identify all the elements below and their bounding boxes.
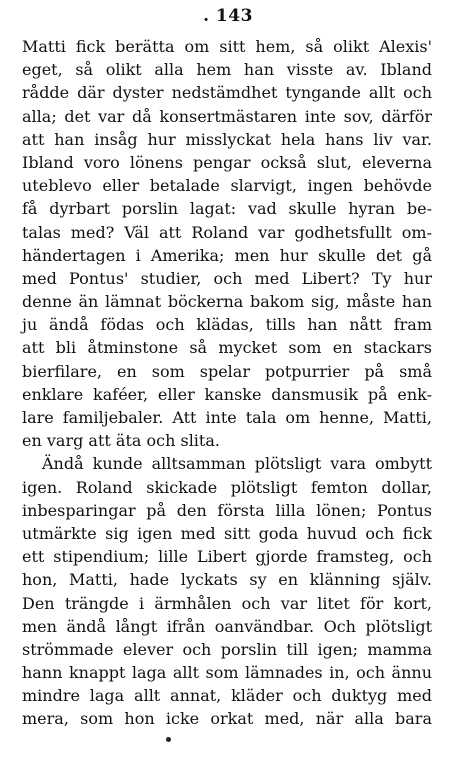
text-line: med Pontus' studier, och med Libert? Ty hur bbox=[22, 268, 432, 288]
text-line: bierfilare, en som spelar potpurrier på små bbox=[22, 361, 432, 381]
text-line: mindre laga allt annat, kläder och duktyg med bbox=[22, 686, 432, 706]
text-line: hon, Matti, hade lyckats sy en klänning själv. bbox=[22, 570, 432, 590]
text-line: talas med? Väl att Roland var godhetsfullt om- bbox=[22, 222, 432, 242]
text-line: igen. Roland skickade plötsligt femton dollar, bbox=[22, 477, 432, 497]
text-line: men ändå långt ifrån oanvändbar. Och plötsligt bbox=[22, 616, 432, 636]
text-line: alla; det var då konsertmästaren inte sov, därför bbox=[22, 106, 432, 126]
text-line: Den trängde i ärmhålen och var litet för kort, bbox=[22, 593, 432, 613]
text-line: Matti fick berätta om sitt hem, så olikt Alexis' bbox=[22, 37, 432, 56]
text-line: rådde där dyster nedstämdhet tyngande allt och bbox=[22, 83, 432, 103]
text-line: uteblevo eller betalade slarvigt, ingen behövde bbox=[22, 176, 432, 196]
text-line: strömmade elever och porslin till igen; mamma bbox=[22, 639, 432, 659]
text-line: mera, som hon icke orkat med, när alla bara bbox=[22, 709, 432, 729]
footer-dot bbox=[166, 737, 171, 742]
text-line-paragraph-end: en varg att äta och slita. bbox=[22, 431, 220, 451]
text-line: inbesparingar på den första lilla lönen; Pontus bbox=[22, 500, 432, 520]
text-line: hann knappt laga allt som lämnades in, och ännu bbox=[22, 663, 432, 683]
text-line: händertagen i Amerika; men hur skulle det gå bbox=[22, 245, 432, 265]
text-line: enklare kaféer, eller kanske dansmusik på enk- bbox=[22, 384, 432, 404]
text-line: ju ändå födas och klädas, tills han nått fram bbox=[22, 315, 432, 335]
text-line: få dyrbart porslin lagat: vad skulle hyran be- bbox=[22, 199, 432, 219]
text-line: ett stipendium; lille Libert gjorde framsteg, och bbox=[22, 547, 432, 567]
text-line: lare familjebaler. Att inte tala om henne, Matti, bbox=[22, 408, 432, 427]
text-line: utmärkte sig igen med sitt goda huvud och fick bbox=[22, 523, 432, 543]
text-line: att bli åtminstone så mycket som en stackars bbox=[22, 338, 432, 358]
text-line-paragraph-start: Ändå kunde alltsamman plötsligt vara ombytt bbox=[42, 454, 432, 474]
body-text bbox=[22, 35, 432, 731]
text-line: eget, så olikt alla hem han visste av. Ibland bbox=[22, 60, 432, 80]
page-number: . 143 bbox=[203, 6, 253, 26]
text-line: att han insåg hur misslyckat hela hans liv var. bbox=[22, 129, 432, 149]
text-line: Ibland voro lönens pengar också slut, eleverna bbox=[22, 152, 432, 172]
text-line: denne än lämnat böckerna bakom sig, måste han bbox=[22, 292, 432, 312]
